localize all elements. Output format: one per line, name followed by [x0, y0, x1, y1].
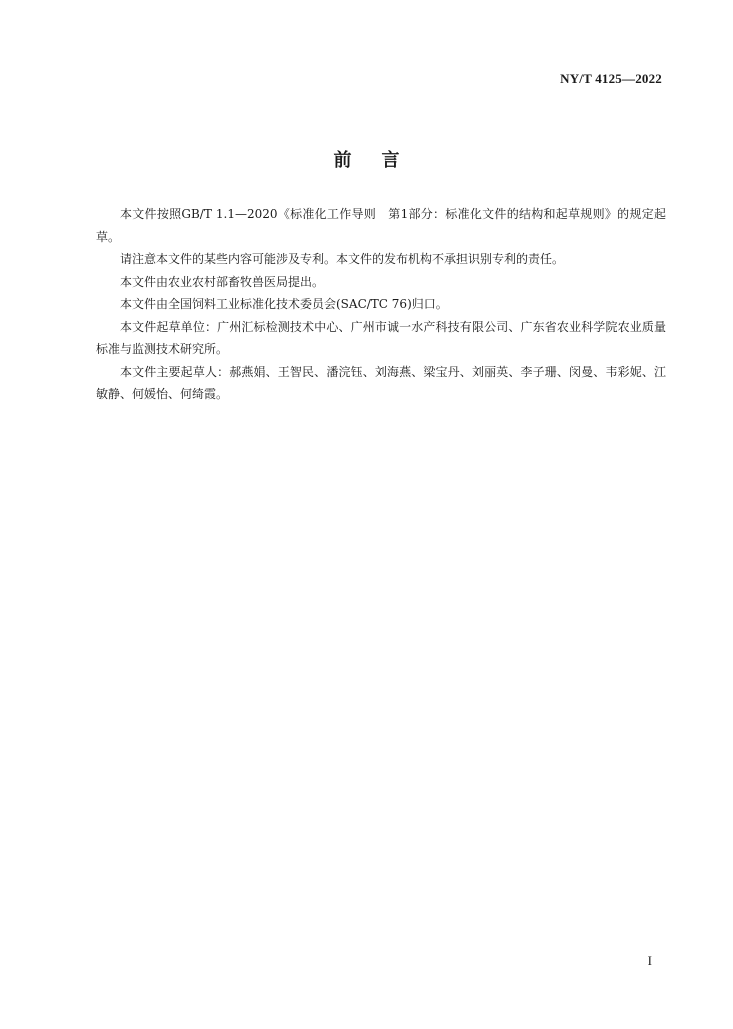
paragraph-drafters: 本文件主要起草人：郝燕娟、王智民、潘浣钰、刘海燕、梁宝丹、刘丽英、李子珊、闵曼、韦彩妮、江敏静、何媛怡、何绮霞。	[96, 364, 666, 401]
paragraph-drafting-rules: 本文件按照GB/T 1.1—2020《标准化工作导则 第1部分：标准化文件的结构和起草规则》的规定起草。	[96, 207, 666, 244]
standard-code: NY/T 4125—2022	[560, 71, 662, 86]
title-char-1: 前	[333, 150, 352, 171]
paragraph-proposer: 本文件由农业农村部畜牧兽医局提出。	[120, 274, 325, 289]
paragraph-drafting-units: 本文件起草单位：广州汇标检测技术中心、广州市诚一水产科技有限公司、广东省农业科学院农业质量标准与监测技术研究所。	[96, 319, 666, 356]
title-char-2: 言	[381, 150, 400, 171]
paragraph-patent-notice: 请注意本文件的某些内容可能涉及专利。本文件的发布机构不承担识别专利的责任。	[120, 252, 565, 266]
page-number: I	[647, 953, 652, 968]
foreword-body	[96, 203, 666, 406]
page-title	[0, 146, 733, 172]
paragraph-responsible-committee: 本文件由全国饲料工业标准化技术委员会(SAC/TC 76)归口。	[120, 297, 448, 311]
